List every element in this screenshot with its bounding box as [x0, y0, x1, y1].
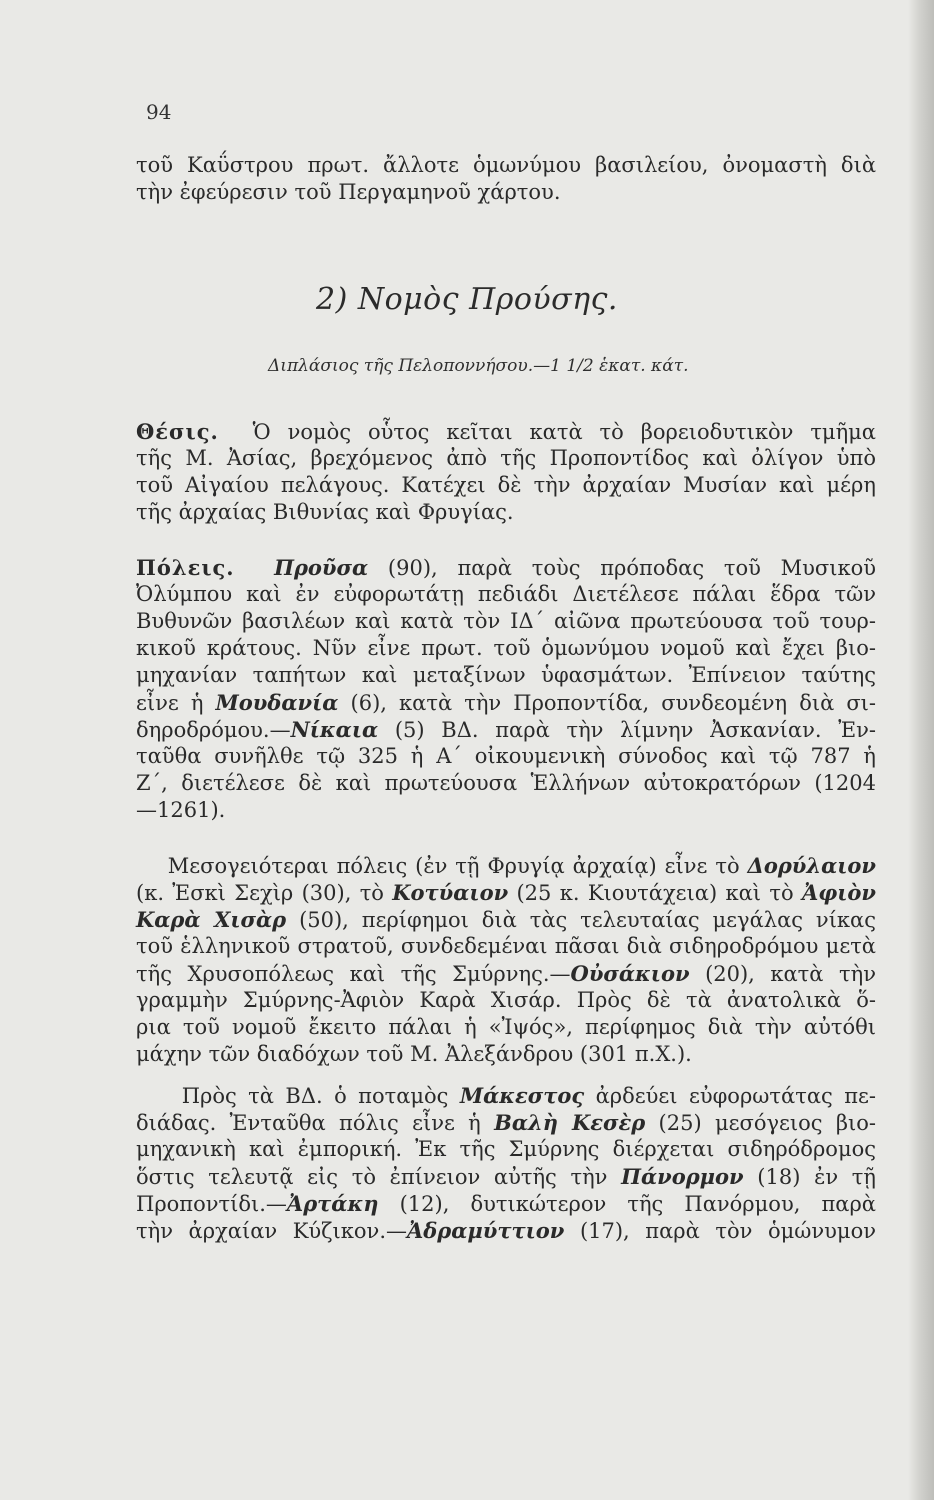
- section-title: 2) Νομὸς Προύσης.: [316, 282, 618, 317]
- city-name: Μουδανία: [215, 690, 339, 715]
- section-subtitle: Διπλάσιος τῆς Πελοποννήσου.—1 1/2 ἑκατ. κάτ.: [268, 356, 689, 376]
- river-name: Μάκεστος: [459, 1083, 585, 1108]
- text-line: τοῦ Καΰστρου πρωτ. ἄλλοτε ὁμωνύμου βασιλείου, ὀνομαστὴ διὰ: [136, 153, 876, 177]
- text-line: Ὁ νομὸς οὗτος κεῖται κατὰ τὸ βορειοδυτικὸν τμῆμα: [252, 420, 876, 444]
- text-line: ταῦθα συνῆλθε τῷ 325 ἡ Α´ οἰκουμενικὴ σύνοδος καὶ τῷ 787 ἡ: [136, 744, 876, 768]
- cities-heading: Πόλεις.: [136, 555, 235, 580]
- top-paragraph: [136, 152, 876, 206]
- city-name: Ἀφιὸν: [801, 880, 876, 905]
- text-line: κικοῦ κράτους. Νῦν εἶνε πρωτ. τοῦ ὁμωνύμου νομοῦ καὶ ἔχει βιο-: [136, 636, 876, 660]
- city-name: Ἀρτάκη: [286, 1191, 379, 1216]
- city-name: Καρὰ Χισὰρ: [136, 907, 287, 932]
- cities-paragraph: Πόλεις. Προῦσα (90), παρὰ τοὺς πρόποδας τοῦ Μυσικοῦ Ὀλύμπου καὶ ἐν εὐφορωτάτῃ πεδιάδι Διετέλεσε πάλαι ἕδρα τῶν Βυθυνῶν βασιλέων καὶ κατὰ τὸν ΙΔ´ αἰῶνα πρωτεύουσα τοῦ τουρ- κικοῦ κράτους. Νῦν εἶνε πρωτ. τοῦ ὁμωνύμου νομοῦ καὶ ἔχει βιο- μηχανίαν ταπήτων καὶ μεταξίνων ὑφασμάτων. Ἐπίνειον ταύτης εἶνε ἡ Μουδανία (6), κατὰ τὴν Προποντίδα, συνδεομένη διὰ σι- δηροδρόμου.—Νίκαια (5) ΒΔ. παρὰ τὴν λίμνην Ἀσκανίαν. Ἐν- ταῦθα συνῆλθε τῷ 325 ἡ Α´ οἰκουμενικὴ σύνοδος καὶ τῷ 787 ἡ Ζ´, διετέλεσε δὲ καὶ πρωτεύουσα Ἑλλήνων αὐτοκρατόρων (1204 —1261).: [136, 555, 877, 822]
- text-line: τοῦ Αἰγαίου πελάγους. Κατέχει δὲ τὴν ἀρχαίαν Μυσίαν καὶ μέρη: [136, 473, 876, 497]
- text-line: —1261).: [136, 798, 226, 822]
- city-name: Κοτύαιον: [392, 880, 509, 905]
- northwest-paragraph: Πρὸς τὰ ΒΔ. ὁ ποταμὸς Μάκεστος ἀρδεύει εὐφορωτάτας πε- διάδας. Ἐνταῦθα πόλις εἶνε ἡ Βαλὴ Κεσὲρ (25) μεσόγειος βιο- μηχανικὴ καὶ ἐμπορική. Ἐκ τῆς Σμύρνης διέρχεται σιδηρόδρομος ὅστις τελευτᾷ εἰς τὸ ἐπίνειον αὐτῆς τὴν Πάνορμον (18) ἐν τῇ Προποντίδι.—Ἀρτάκη (12), δυτικώτερον τῆς Πανόρμου, παρὰ τὴν ἀρχαίαν Κύζικον.—Ἀδραμύττιον (17), παρὰ τὸν ὁμώνυμον: [136, 1083, 876, 1243]
- city-name: Νίκαια: [290, 717, 379, 742]
- text-line: Ζ´, διετέλεσε δὲ καὶ πρωτεύουσα Ἑλλήνων αὐτοκρατόρων (1204: [136, 771, 876, 795]
- thesis-heading: Θέσις.: [136, 419, 219, 444]
- text-line: τὴν ἐφεύρεσιν τοῦ Περγαμηνοῦ χάρτου.: [136, 180, 561, 204]
- text-line: μηχανίαν ταπήτων καὶ μεταξίνων ὑφασμάτων. Ἐπίνειον ταύτης: [136, 663, 876, 687]
- text-line: μάχην τῶν διαδόχων τοῦ Μ. Ἀλεξάνδρου (301 π.Χ.).: [136, 1042, 692, 1066]
- text-line: γραμμὴν Σμύρνης-Ἀφιὸν Καρὰ Χισάρ. Πρὸς δὲ τὰ ἀνατολικὰ ὅ-: [136, 988, 876, 1012]
- city-name: Βαλὴ Κεσὲρ: [494, 1110, 646, 1135]
- text-line: τῆς Μ. Ἀσίας, βρεχόμενος ἀπὸ τῆς Προποντίδος καὶ ὀλίγον ὑπὸ: [136, 446, 876, 470]
- inland-paragraph: Μεσογειότεραι πόλεις (ἐν τῇ Φρυγίᾳ ἀρχαίᾳ) εἶνε τὸ Δορύλαιον (κ. Ἐσκὶ Σεχὶρ (30), τὸ Κοτύαιον (25 κ. Κιουτάχεια) καὶ τὸ Ἀφιὸν Καρὰ Χισὰρ (50), περίφημοι διὰ τὰς τελευταίας μεγάλας νίκας τοῦ ἑλληνικοῦ στρατοῦ, συνδεδεμέναι πᾶσαι διὰ σιδηροδρόμου μετὰ τῆς Χρυσοπόλεως καὶ τῆς Σμύρνης.—Οὐσάκιον (20), κατὰ τὴν γραμμὴν Σμύρνης-Ἀφιὸν Καρὰ Χισάρ. Πρὸς δὲ τὰ ἀνατολικὰ ὅ- ρια τοῦ νομοῦ ἔκειτο πάλαι ἡ «Ἰψός», περίφημος διὰ τὴν αὐτόθι μάχην τῶν διαδόχων τοῦ Μ. Ἀλεξάνδρου (301 π.Χ.).: [136, 853, 877, 1066]
- page-number: 94: [146, 100, 172, 124]
- city-name: Ἀδραμύττιον: [407, 1218, 565, 1243]
- city-name: Πάνορμον: [621, 1164, 744, 1189]
- page-edge: [908, 0, 934, 1500]
- text-line: τοῦ ἑλληνικοῦ στρατοῦ, συνδεδεμέναι πᾶσαι διὰ σιδηροδρόμου μετὰ: [136, 934, 876, 958]
- text-line: Βυθυνῶν βασιλέων καὶ κατὰ τὸν ΙΔ´ αἰῶνα πρωτεύουσα τοῦ τουρ-: [136, 609, 876, 633]
- city-name: Προῦσα: [274, 555, 369, 580]
- city-name: Οὐσάκιον: [570, 961, 690, 986]
- text-line: ρια τοῦ νομοῦ ἔκειτο πάλαι ἡ «Ἰψός», περίφημος διὰ τὴν αὐτόθι: [136, 1015, 876, 1039]
- text-line: Ὀλύμπου καὶ ἐν εὐφορωτάτῃ πεδιάδι Διετέλεσε πάλαι ἕδρα τῶν: [136, 582, 876, 606]
- text-line: τῆς ἀρχαίας Βιθυνίας καὶ Φρυγίας.: [136, 500, 514, 524]
- city-name: Δορύλαιον: [747, 853, 876, 878]
- text-line: μηχανικὴ καὶ ἐμπορική. Ἐκ τῆς Σμύρνης διέρχεται σιδηρόδρομος: [136, 1137, 876, 1161]
- thesis-paragraph: [136, 418, 876, 526]
